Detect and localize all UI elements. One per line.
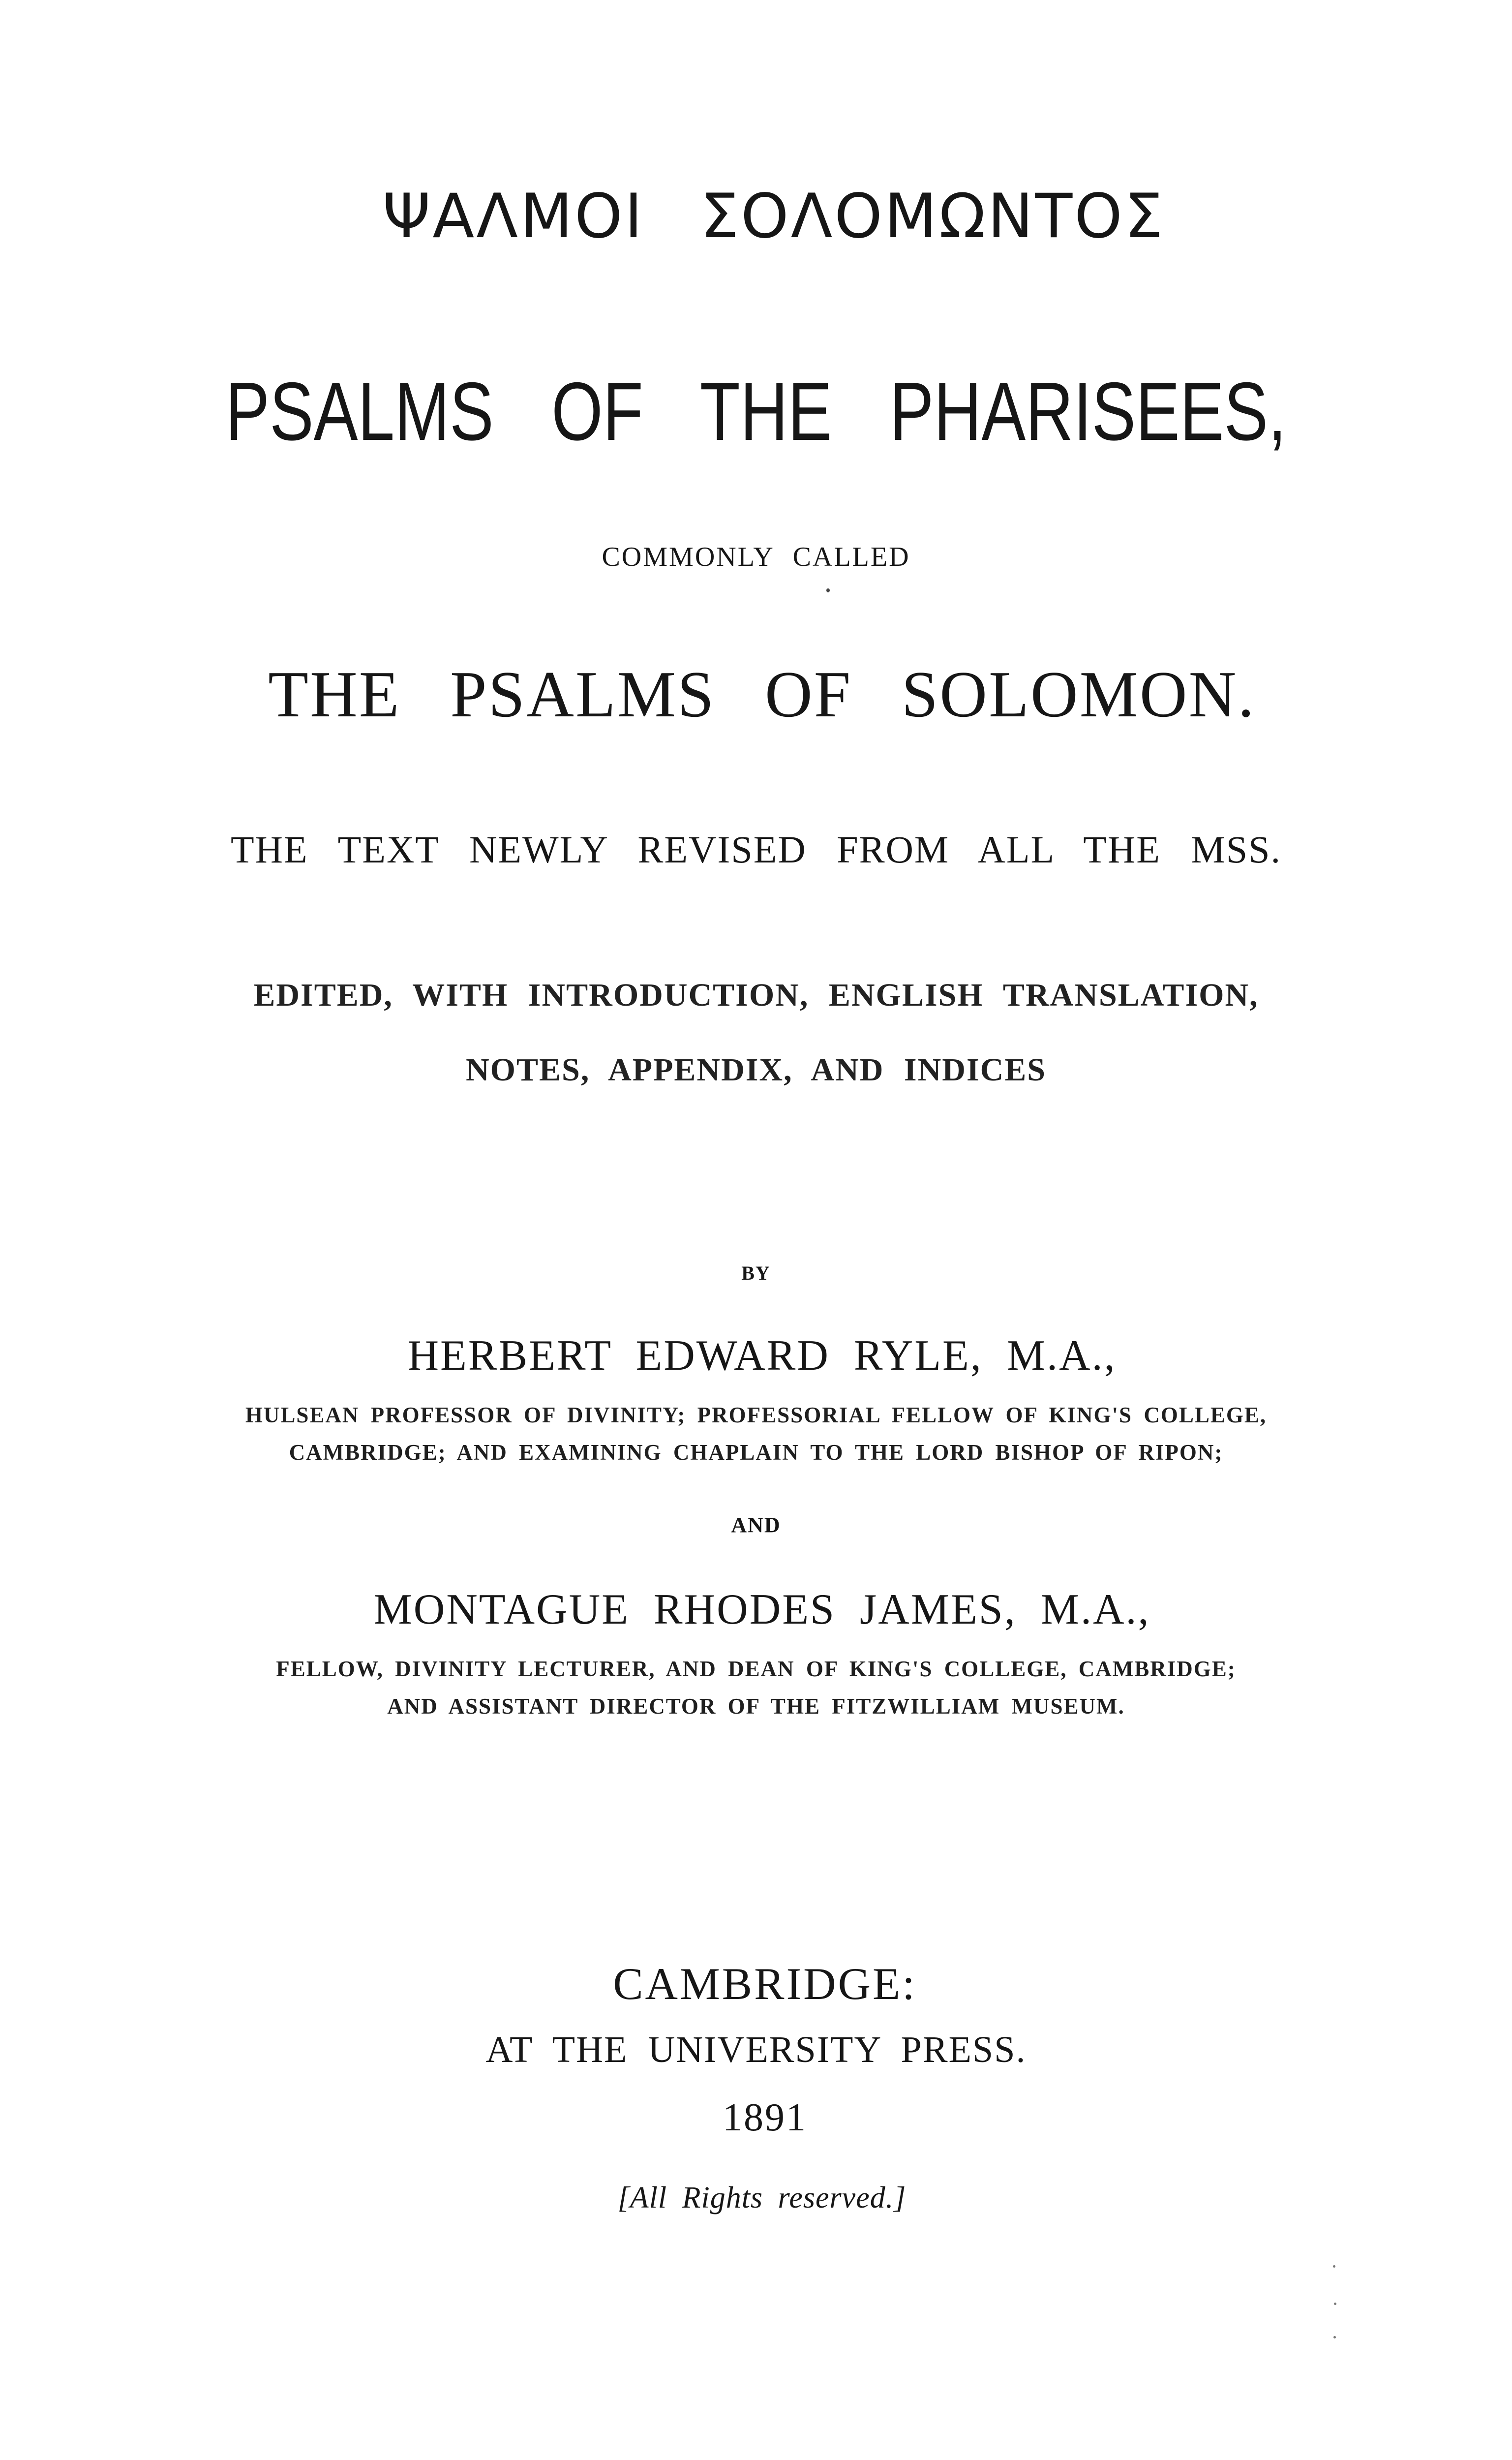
commonly-called-label: COMMONLY CALLED [602,542,910,572]
imprint-press: AT THE UNIVERSITY PRESS. [485,2029,1027,2070]
main-title: PSALMS OF THE PHARISEES, [225,365,1287,458]
author-2-name: MONTAGUE RHODES JAMES, M.A., [373,1586,1150,1633]
rights-notice: [All Rights reserved.] [617,2181,907,2214]
print-speck [1334,2303,1336,2305]
and-label: AND [731,1513,781,1537]
author-1-affiliation-2: CAMBRIDGE; AND EXAMINING CHAPLAIN TO THE LORD BISHOP OF RIPON; [289,1440,1223,1465]
author-1-name: HERBERT EDWARD RYLE, M.A., [407,1332,1117,1380]
greek-title: ΨΑΛΜΟΙ ΣΟΛΟΜΩΝΤΟΣ [382,181,1165,252]
text-revision-note: THE TEXT NEWLY REVISED FROM ALL THE MSS. [230,828,1282,871]
imprint-year: 1891 [723,2096,807,2139]
author-2-affiliation-2: AND ASSISTANT DIRECTOR OF THE FITZWILLIAM MUSEUM. [387,1694,1125,1719]
print-speck [826,588,830,592]
alt-title: THE PSALMS OF SOLOMON. [268,658,1256,731]
author-1-affiliation-1: HULSEAN PROFESSOR OF DIVINITY; PROFESSORIAL FELLOW OF KING'S COLLEGE, [245,1403,1267,1427]
edited-line-1: EDITED, WITH INTRODUCTION, ENGLISH TRANSLATION, [253,977,1259,1013]
by-label: BY [741,1262,771,1284]
print-speck [1333,2336,1336,2338]
edited-line-2: NOTES, APPENDIX, AND INDICES [465,1052,1047,1088]
author-2-affiliation-1: FELLOW, DIVINITY LECTURER, AND DEAN OF KING'S COLLEGE, CAMBRIDGE; [276,1657,1236,1681]
imprint-city: CAMBRIDGE: [613,1959,917,2009]
print-speck [1333,2265,1335,2268]
